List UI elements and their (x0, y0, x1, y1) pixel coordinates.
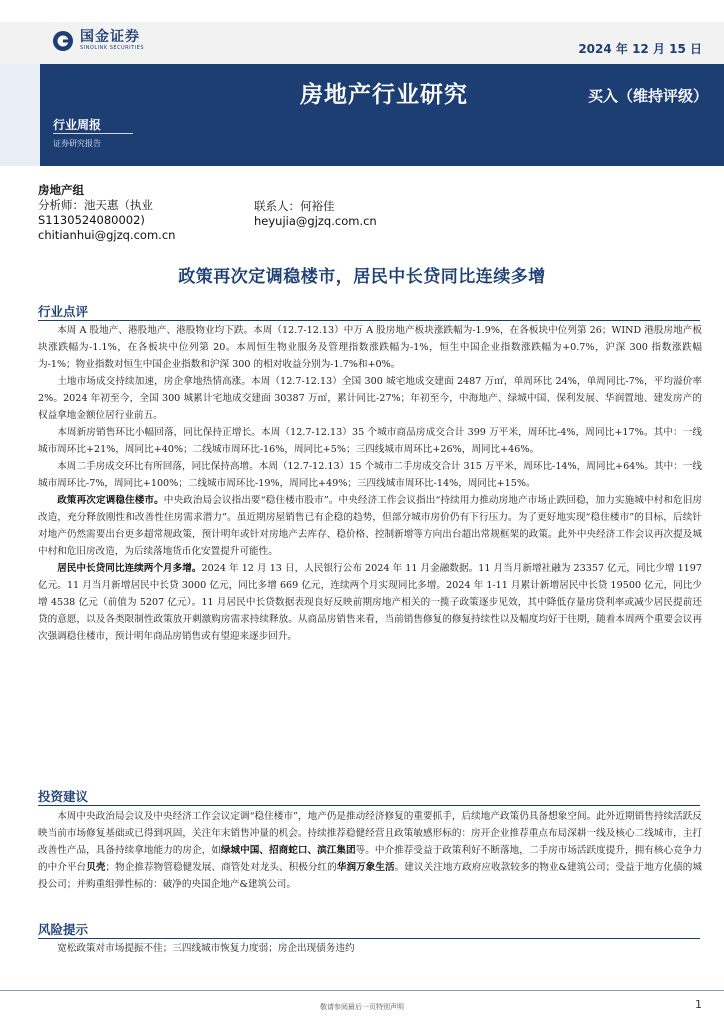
logo-name-cn: 国金证券 (80, 29, 140, 45)
section-title-review: 行业点评 (38, 304, 89, 319)
report-header (0, 0, 724, 166)
review-paragraph-5 (38, 492, 702, 560)
header-side-stripe (0, 64, 40, 166)
advice-body (38, 808, 702, 893)
footer-disclaimer: 敬请参阅最后一页特别声明 (320, 1003, 404, 1011)
review-paragraph-2: 土地市场成交持续加速，房企拿地热情高涨。本周（12.7-12.13）全国 300 城宅地成交建面 2487 万㎡，单周环比 24%，单周同比-7%，平均溢价率 2%。2024 年初至今，全国 300 城累计宅地成交建面 30387 万㎡，累计同比-27%；年初至今，中海地产、绿城中国、保利发展、华润置地、建发房产的权益拿地金额位居行业前五。 (38, 376, 702, 421)
review-paragraph-6-text: 2024 年 12 月 13 日，人民银行公布 2024 年 11 月金融数据。11 月当月新增社融为 23357 亿元，同比少增 1197 亿元。11 月当月新增居民中长贷 3000 亿元，同比多增 669 亿元，连续两个月实现同比多增。2024 年 1-11 月累计新增居民中长贷 19500 亿元，同比少增 4538 亿元（前值为 5207 亿元）。11 月居民中长贷数据表现良好反映前期房地产相关的一揽子政策逐步见效，其中降低存量房贷利率或减少居民提前还贷的意愿，以及各类限制性政策放开刺激购房需求持续释放。从商品房销售来看，当前销售修复的修复持续性以及幅度均好于往期，随着本周两个重要会议再次强调稳住楼市，预计明年商品房销售或有望迎来逐步回升。 (38, 563, 702, 642)
header-divider (53, 133, 133, 134)
section-title-risk: 风险提示 (38, 922, 89, 937)
analyst-license: S1130524080002) (38, 213, 145, 227)
advice-highlight-developers: 绿城中国、招商蛇口、滨江集团 (220, 845, 356, 856)
company-logo (52, 30, 144, 52)
advice-text-c: ；物企推荐物管稳健发展、商管处对龙头、积极分红的 (105, 862, 337, 873)
contact-email[interactable]: heyujia@gjzq.com.cn (254, 214, 377, 228)
review-body (38, 322, 702, 645)
logo-mark-icon (52, 30, 74, 52)
contact-name: 联系人：何裕佳 (254, 199, 335, 213)
analyst-group: 房地产组 (38, 183, 84, 197)
section-divider-risk (38, 938, 700, 939)
review-paragraph-4: 本周二手房成交环比有所回落，同比保持高增。本周（12.7-12.13）15 个城市二手房成交合计 315 万平米，周环比-14%，周同比+64%。其中：一线城市周环比-7%，周同比+100%；二线城市周环比-19%，周同比+49%；三四线城市周环比-14%，周同比+15%。 (38, 461, 702, 489)
footer-divider (0, 990, 724, 991)
page-number: 1 (695, 998, 702, 1011)
report-subtype: 证券研究报告 (53, 139, 101, 148)
advice-highlight-agency: 贝壳 (86, 862, 106, 873)
section-title-advice: 投资建议 (38, 789, 89, 804)
risk-paragraph-1: 宽松政策对市场提振不佳；三四线城市恢复力度弱；房企出现债务违约 (57, 943, 355, 954)
analyst-email[interactable]: chitianhui@gjzq.com.cn (38, 228, 176, 242)
logo-name-en: SINOLINK SECURITIES (80, 45, 144, 51)
report-headline: 政策再次定调稳楼市，居民中长贷同比连续多增 (178, 267, 546, 287)
analyst-name: 分析师：池天惠（执业 (38, 198, 153, 212)
review-paragraph-6-lead: 居民中长贷同比连续两个月多增。 (57, 563, 202, 574)
advice-text-b: 等。中介推荐受益于政策利好不断落地，二手房市场活跃度提升，拥有核心竞争力的中介平台 (38, 845, 703, 873)
report-type: 行业周报 (53, 118, 102, 132)
section-divider-review (38, 320, 700, 321)
review-paragraph-3: 本周新房销售环比小幅回落，同比保持正增长。本周（12.7-12.13）35 个城市商品房成交合计 399 万平米，周环比-4%，周同比+17%。其中：一线城市周环比+21%，周同比+40%；二线城市周环比-16%，周同比+5%；三四线城市周环比+26%，周同比+46%。 (38, 427, 702, 455)
section-divider-advice (38, 805, 700, 806)
advice-highlight-property: 华润万象生活 (336, 862, 395, 873)
report-date: 2024 年 12 月 15 日 (578, 42, 702, 56)
review-paragraph-5-lead: 政策再次定调稳住楼市。 (57, 495, 164, 506)
review-paragraph-1: 本周 A 股地产、港股地产、港股物业均下跌。本周（12.7-12.13）中万 A 股房地产板块涨跌幅为-1.9%，在各板块中位列第 26；WIND 港股房地产板块涨跌幅为-1.1%，在各板块中位列第 20。本周恒生物业服务及管理指数涨跌幅为-1%，恒生中国企业指数涨跌幅为+0.7%，沪深 300 指数涨跌幅为-1%；物业指数对恒生中国企业指数和沪深 300 的相对收益分别为-1.7%和+0%。 (38, 325, 702, 370)
report-title: 房地产行业研究 (300, 82, 468, 108)
report-rating: 买入（维持评级） (587, 87, 708, 105)
advice-paragraph-1 (38, 808, 702, 893)
review-paragraph-5-text: 中央政治局会议指出要“稳住楼市股市”。中央经济工作会议指出“持续用力推动房地产市场止跌回稳，加力实施城中村和危旧房改造，充分释放刚性和改善性住房需求潜力”。虽近期房屋销售已有企稳的趋势，但部分城市房价仍有下行压力。为了更好地实现“稳住楼市”的目标，后续针对地产仍然需要出台更多超常规政策，预计明年或针对房地产去库存、稳价格、控制新增等方向出台超出常规框架的政策。此外中央经济工作会议再次提及城中村和危旧房改造，为后续落地货币化安置提升可能性。 (38, 495, 703, 557)
risk-body (38, 940, 702, 957)
advice-text-d: 。建议关注地方政府应收款较多的物业&建筑公司；受益于地方化债的城投公司；并购重组弹性标的：破净的央国企地产&建筑公司。 (38, 862, 703, 890)
advice-text-a: 本周中央政治局会议及中央经济工作会议定调“稳住楼市”，地产仍是推动经济修复的重要抓手，后续地产政策仍具备想象空间。此外近期销售持续活跃反映当前市场修复基础或已得到巩固，关注年末销售冲量的机会。持续推荐稳健经营且政策敏感形标的：房开企业推荐重点布局深耕一线及核心二线城市，主打改善性产品，具备持续拿地能力的房企，如 (38, 811, 702, 856)
review-paragraph-6 (38, 560, 702, 645)
